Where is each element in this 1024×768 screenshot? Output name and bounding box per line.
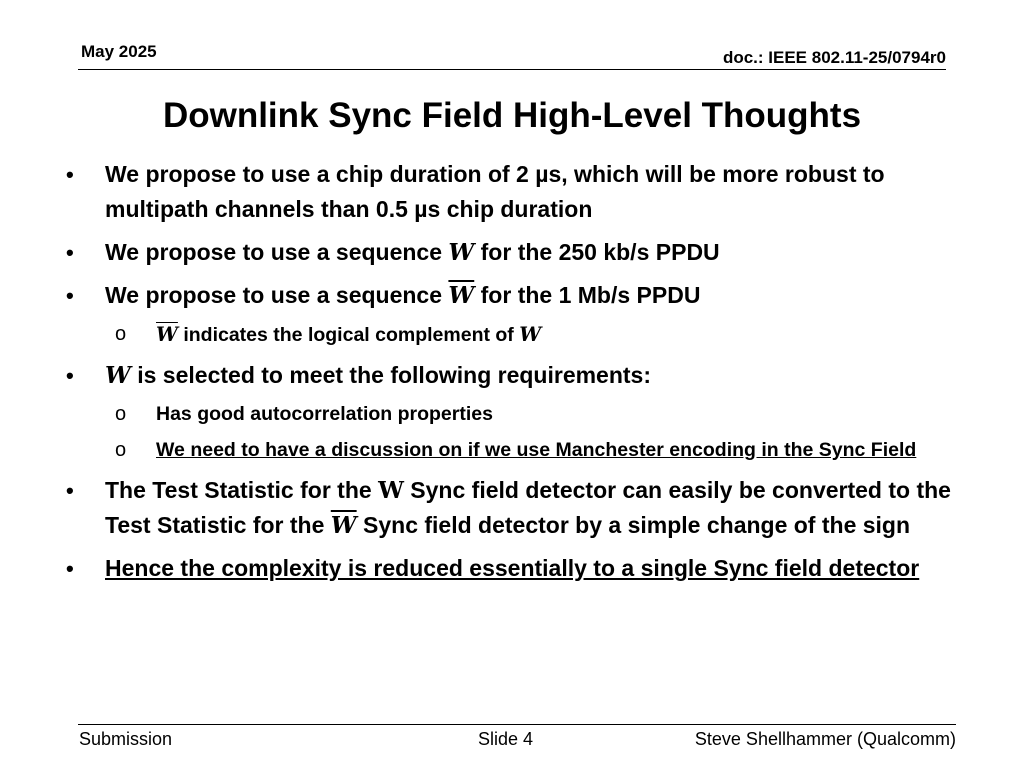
math-symbol-w-bar: $\overline{W}$ — [330, 512, 357, 539]
bullet-dot-icon: • — [66, 363, 74, 388]
bullet-text-mid: Sync field detector can easily be converted to the Test Statistic for the — [105, 477, 951, 538]
bullet-sequence-250kbps — [60, 235, 970, 270]
slide-body — [60, 157, 970, 594]
footer-submission: Submission — [79, 729, 173, 749]
math-symbol-w-bar: $\overline{W}$ — [156, 323, 178, 346]
bullet-text-post: Sync field detector by a simple change of the sign — [356, 512, 911, 538]
subbullet-text: indicates the logical complement of — [177, 324, 520, 346]
subbullet-text: Has good autocorrelation properties — [156, 403, 493, 425]
subbullet-text: We need to have a discussion on if we use Manchester encoding in the Sync Field — [156, 439, 917, 461]
bullet-text-pre: We propose to use a sequence — [105, 282, 449, 308]
bullet-test-statistic — [60, 473, 970, 543]
bullet-dot-icon: • — [66, 283, 74, 308]
bullet-chip-duration — [60, 157, 970, 227]
math-symbol-w-bar: $\overline{W}$ — [448, 282, 475, 309]
header-doc-id: doc.: IEEE 802.11-25/0794r0 — [722, 48, 946, 67]
slide-title: Downlink Sync Field High-Level Thoughts — [162, 96, 862, 135]
bullet-sequence-1mbps — [60, 278, 970, 313]
footer-divider — [78, 724, 956, 725]
bullet-text-pre: The Test Statistic for the — [105, 477, 379, 503]
footer-author: Steve Shellhammer (Qualcomm) — [694, 729, 956, 749]
math-symbol-w: W — [105, 362, 131, 389]
bullet-text: We propose to use a chip duration of 2 µs, which will be more robust to multipath channels than 0.5 µs chip duration — [105, 161, 885, 222]
bullet-text-post: for the 250 kb/s PPDU — [474, 239, 720, 265]
subbullet-circle-icon: o — [115, 403, 127, 425]
math-symbol-w: W — [448, 239, 475, 266]
math-symbol-w: W — [378, 477, 404, 504]
bullet-text-pre: We propose to use a sequence — [105, 239, 449, 265]
bullet-dot-icon: • — [66, 556, 74, 581]
subbullet-circle-icon: o — [115, 323, 127, 345]
subbullet-circle-icon: o — [115, 439, 127, 461]
math-symbol-w: W — [519, 323, 542, 346]
bullet-text: Hence the complexity is reduced essentially to a single Sync field detector — [105, 555, 920, 581]
header-date: May 2025 — [81, 42, 157, 61]
bullet-dot-icon: • — [66, 240, 74, 265]
bullet-complexity — [60, 551, 970, 586]
subbullet-manchester — [60, 435, 970, 466]
header-divider — [78, 69, 946, 70]
bullet-dot-icon: • — [66, 478, 74, 503]
subbullet-complement — [60, 319, 970, 351]
subbullet-autocorrelation — [60, 399, 970, 430]
bullet-text: is selected to meet the following requirements: — [130, 362, 652, 388]
bullet-text-post: for the 1 Mb/s PPDU — [474, 282, 701, 308]
bullet-requirements — [60, 358, 970, 393]
footer-slide-number: Slide 4 — [478, 729, 534, 749]
bullet-dot-icon: • — [66, 162, 74, 187]
